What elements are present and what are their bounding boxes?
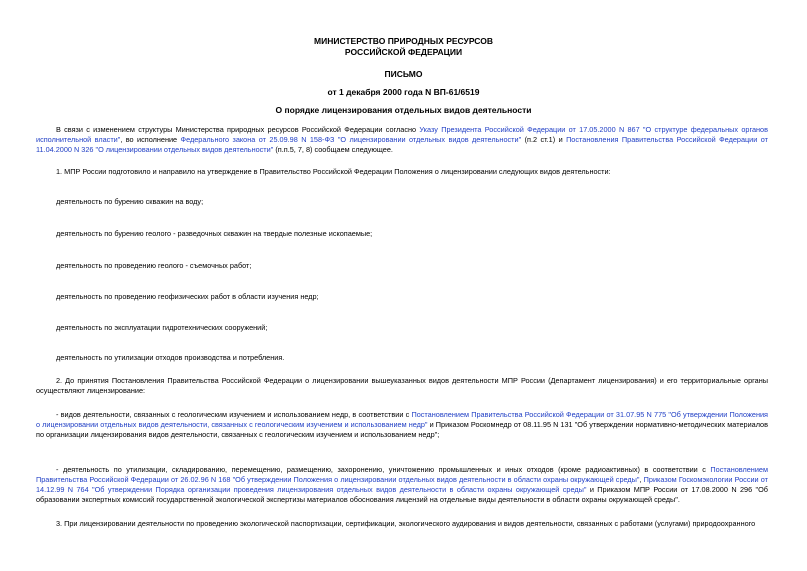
activity-item: деятельность по утилизации отходов производства и потребления.	[56, 353, 285, 362]
activity-item: деятельность по бурению скважин на воду;	[56, 197, 204, 206]
bullet1-text-1: - видов деятельности, связанных с геологическим изучением и использованием недр, в соответствии с	[56, 410, 412, 419]
ministry-title-line1: МИНИСТЕРСТВО ПРИРОДНЫХ РЕСУРСОВ	[314, 36, 493, 46]
paragraph-3: 3. При лицензировании деятельности по проведению экологической паспортизации, сертификации, экологического аудирования и видов деятельности, связанных с работами (услугами) природоохранного	[56, 519, 756, 528]
bullet1-text-2: и Приказом Роскомнедр от 08.11.95 N 131 "Об утверждении нормативно-методических материалов по организации лицензирования видов деятельности, связанных с геологическим изучением и использованием недр";	[36, 420, 768, 439]
paragraph-1: 1. МПР России подготовило и направило на утверждение в Правительство Российской Федерации Положения о лицензировании следующих видов деятельности:	[56, 167, 611, 176]
intro-text-4: (п.п.5, 7, 8) сообщаем следующее.	[273, 145, 393, 154]
ministry-title-line2: РОССИЙСКОЙ ФЕДЕРАЦИИ	[344, 47, 463, 57]
bullet2-text-2: ,	[639, 475, 644, 484]
link-goskomecology-order-764[interactable]: Приказом Госкомэкологии России от 14.12.99 N 764 "Об утверждении Порядка организации проведения лицензирования отдельных видов деятельности в области охраны окружающей среды"	[36, 475, 769, 494]
intro-text-2: , во исполнение	[120, 135, 181, 144]
paragraph-2: 2. До принятия Постановления Правительства Российской Федерации о лицензировании вышеуказанных видов деятельности МПР России (Департамент лицензирования) и его территориальные органы осуществляют лицензирование:	[36, 376, 768, 395]
activity-item: деятельность по проведению геолого - съемочных работ;	[56, 261, 252, 270]
link-federal-law-158[interactable]: Федерального закона от 25.09.98 N 158-ФЗ "О лицензировании отдельных видов деятельности"	[180, 135, 522, 144]
intro-text-1: В связи с изменением структуры Министерства природных ресурсов Российской Федерации согласно	[56, 125, 420, 134]
activity-item: деятельность по бурению геолого - разведочных скважин на твердые полезные ископаемые;	[56, 229, 373, 238]
document-subject: О порядке лицензирования отдельных видов деятельности	[275, 105, 532, 115]
bullet-geology-licensing	[36, 410, 768, 440]
intro-text-3: (п.2 ст.1) и	[521, 135, 567, 144]
intro-paragraph	[36, 125, 768, 155]
link-government-resolution-775[interactable]: Постановлением Правительства Российской Федерации от 31.07.95 N 775 "Об утверждении Положения о лицензировании отдельных видов деятельности, связанных с геологическим изучением и использованием недр"	[36, 410, 768, 429]
link-government-resolution-326[interactable]: Постановления Правительства Российской Федерации от 11.04.2000 N 326 "О лицензировании отдельных видов деятельности"	[36, 135, 768, 154]
bullet2-text-3: и Приказом МПР России от 17.08.2000 N 296 "Об образовании экспертных комиссий государственной экологической экспертизы материалов обоснования лицензий на отдельные виды деятельности в области охраны окружающей среды".	[36, 485, 768, 504]
link-government-resolution-168[interactable]: Постановлением Правительства Российской Федерации от 26.02.96 N 168 "Об утверждении Положения о лицензировании отдельных видов деятельности в области охраны окружающей среды"	[36, 465, 768, 484]
bullet2-text-1: - деятельность по утилизации, складированию, перемещению, размещению, захоронению, уничтожению промышленных и иных отходов (кроме радиоактивных) в соответствии с	[56, 465, 711, 474]
activity-item: деятельность по эксплуатации гидротехнических сооружений;	[56, 323, 268, 332]
bullet-waste-licensing	[36, 465, 768, 505]
link-presidential-decree-867[interactable]: Указу Президента Российской Федерации от 17.05.2000 N 867 "О структуре федеральных органов исполнительной власти"	[36, 125, 768, 144]
document-type: ПИСЬМО	[384, 69, 423, 79]
activity-item: деятельность по проведению геофизических работ в области изучения недр;	[56, 292, 319, 301]
document-date-number: от 1 декабря 2000 года N ВП-61/6519	[327, 87, 480, 97]
